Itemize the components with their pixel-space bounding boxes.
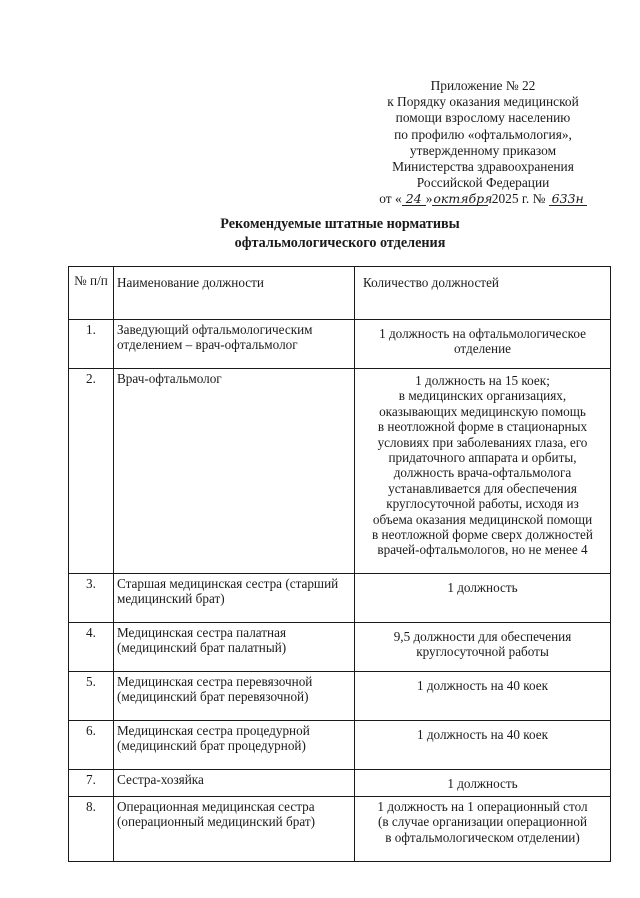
position-quantity [355,721,611,770]
row-number: 1. [69,320,114,369]
quantity-line: отделение [454,341,511,357]
position-name: Старшая медицинская сестра (старший медицинский брат) [114,574,355,623]
quantity-line: в неотложной форме сверх должностей [372,527,593,543]
position-quantity [355,623,611,672]
table-row [69,672,611,721]
position-name: Медицинская сестра палатная (медицинский брат палатный) [114,623,355,672]
position-quantity [355,797,611,862]
row-number: 8. [69,797,114,862]
quantity-line: устанавливается для обеспечения [388,480,577,496]
position-name: Медицинская сестра перевязочной (медицинский брат перевязочной) [114,672,355,721]
quantity-line: 1 должность [447,580,518,595]
position-name: Медицинская сестра процедурной (медицинский брат процедурной) [114,721,355,770]
quantity-line: придаточного аппарата и орбиты, [388,450,577,466]
quantity-line: условиях при заболеваниях глаза, его [377,434,588,450]
quantity-line: 1 должность на 15 коек; [415,373,550,388]
order-date-line [352,191,614,207]
header-num: № п/п [69,267,114,320]
document-title [140,215,540,253]
position-quantity [355,369,611,574]
staffing-table [68,266,611,862]
date-prefix: от « [379,191,402,207]
position-quantity [355,770,611,797]
quantity-line: 1 должность [447,776,518,791]
position-name: Заведующий офтальмологическим отделением – врач-офтальмолог [114,320,355,369]
handwritten-month: октября [433,191,493,207]
table-row [69,623,611,672]
quantity-line: круглосуточной работы, исходя из [386,496,579,512]
position-quantity [355,574,611,623]
quantity-line: в офтальмологическом отделении) [385,829,580,845]
quantity-line: оказывающих медицинскую помощь [379,403,586,419]
quantity-line: должность врача-офтальмолога [393,465,572,481]
row-number: 7. [69,770,114,797]
quantity-line: объема оказания медицинской помощи [372,511,593,527]
date-year: 2025 г. № [491,191,546,207]
quantity-line: 9,5 должности для обеспечения [393,629,572,644]
appendix-line: к Порядку оказания медицинской [387,94,579,110]
quantity-line: (в случае организации операционной [377,814,588,830]
quantity-line: 1 должность на офтальмологическое [379,326,586,341]
table-header-row [69,267,611,320]
header-name: Наименование должности [114,267,355,320]
row-number: 2. [69,369,114,574]
quantity-line: в неотложной форме в стационарных [377,419,588,435]
table-row [69,797,611,862]
quantity-line: круглосуточной работы [416,644,549,660]
row-number: 6. [69,721,114,770]
appendix-line: помощи взрослому населению [395,110,571,126]
row-number: 3. [69,574,114,623]
quantity-line: 1 должность на 40 коек [416,727,549,742]
quantity-line: 1 должность на 1 операционный стол [377,799,588,814]
position-quantity [355,672,611,721]
quantity-line: в медицинских организациях, [398,388,567,404]
appendix-number: Приложение № 22 [430,78,536,93]
table-row [69,770,611,797]
table-row [69,320,611,369]
position-name: Операционная медицинская сестра (операционный медицинский брат) [114,797,355,862]
handwritten-order-number: 633н [549,192,587,206]
appendix-line: по профилю «офтальмология», [394,126,572,142]
date-mid: » [425,191,433,207]
table-row [69,721,611,770]
quantity-line: 1 должность на 40 коек [416,678,549,693]
quantity-line: врачей-офтальмологов, но не менее 4 [377,542,588,558]
table-row [69,369,611,574]
row-number: 5. [69,672,114,721]
position-name: Врач-офтальмолог [114,369,355,574]
appendix-line: Российской Федерации [416,175,550,191]
title-line-2: офтальмологического отделения [234,235,446,251]
table-row [69,574,611,623]
position-quantity [355,320,611,369]
title-line-1: Рекомендуемые штатные нормативы [220,216,460,232]
appendix-line: Министерства здравоохранения [392,159,574,175]
row-number: 4. [69,623,114,672]
header-qty: Количество должностей [355,267,611,320]
appendix-line: утвержденному приказом [409,142,557,158]
appendix-header [352,78,614,208]
position-name: Сестра-хозяйка [114,770,355,797]
handwritten-day: 24 [402,192,426,206]
